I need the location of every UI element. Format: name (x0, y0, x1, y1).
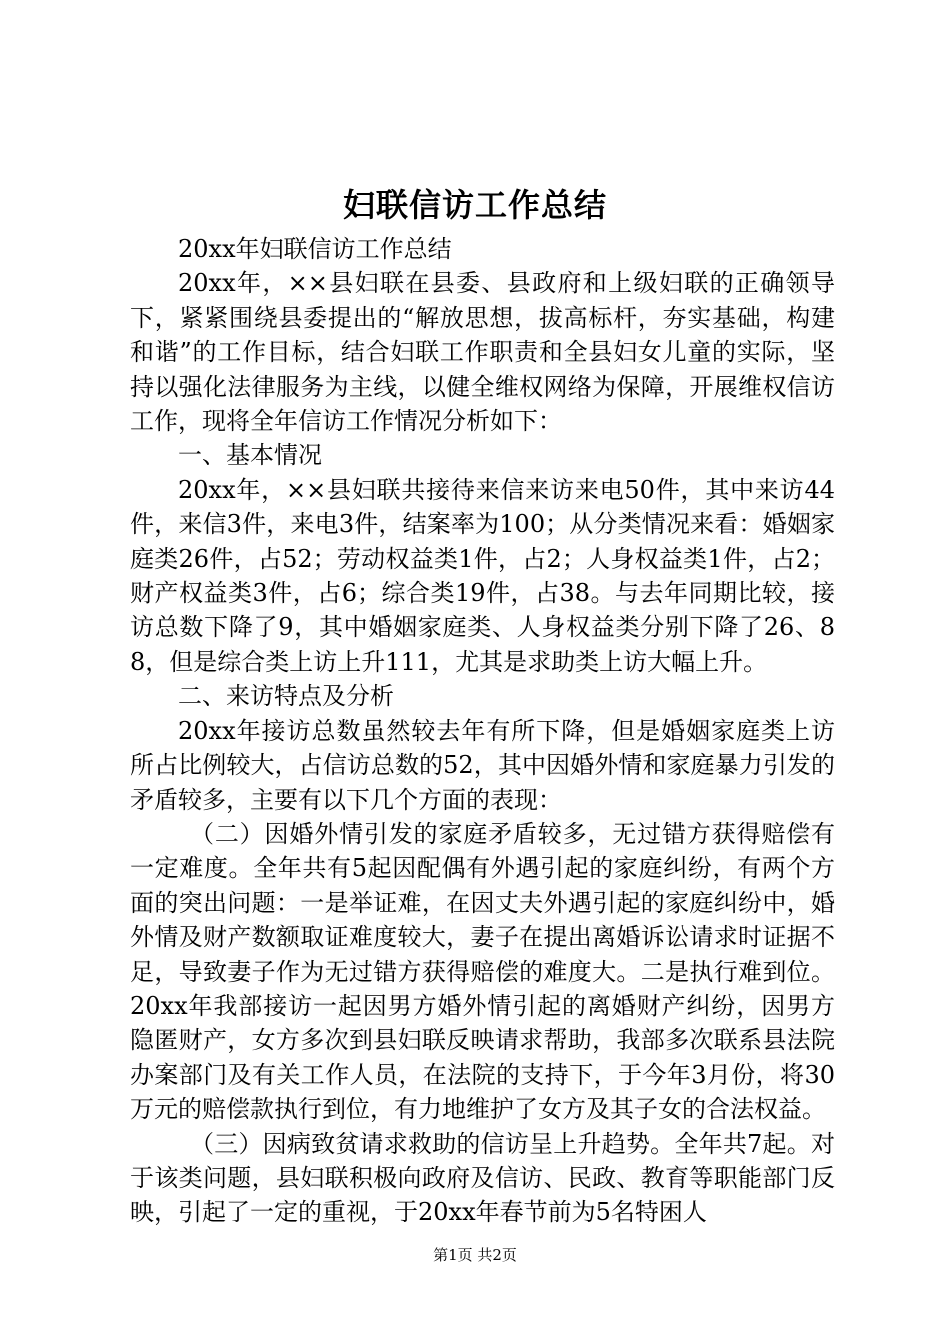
paragraph-subtitle: 20xx年妇联信访工作总结 (178, 235, 452, 263)
paragraph-basic-situation: 20xx年，××县妇联共接待来信来访来电50件，其中来访44件，来信3件，来电3件，结案率为100；从分类情况来看：婚姻家庭类26件，占52；劳动权益类1件，占2；人身权益类1件，占2；财产权益类3件，占6；综合类19件，占38。与去年同期比较，接访总数下降了9，其中婚姻家庭类、人身权益类分别下降了26、88，但是综合类上访上升111，尤其是求助类上访大幅上升。 (130, 475, 835, 676)
page-footer: 第1页 共2页 (433, 1246, 517, 1264)
paragraph-intro: 20xx年，××县妇联在县委、县政府和上级妇联的正确领导下，紧紧围绕县委提出的“解放思想，拔高标杆，夯实基础，构建和谐”的工作目标，结合妇联工作职责和全县妇女儿童的实际，坚持以强化法律服务为主线，以健全维权网络为保障，开展维权信访工作，现将全年信访工作情况分析如下： (130, 269, 835, 436)
paragraph-point-two: （二）因婚外情引发的家庭矛盾较多，无过错方获得赔偿有一定难度。全年共有5起因配偶有外遇引起的家庭纠纷，有两个方面的突出问题：一是举证难，在因丈夫外遇引起的家庭纠纷中，婚外情及财产数额取证难度较大，妻子在提出离婚诉讼请求时证据不足，导致妻子作为无过错方获得赔偿的难度大。二是执行难到位。20xx年我部接访一起因男方婚外情引起的离婚财产纠纷，因男方隐匿财产，女方多次到县妇联反映请求帮助，我部多次联系县法院办案部门及有关工作人员，在法院的支持下，于今年3月份，将30万元的赔偿款执行到位，有力地维护了女方及其子女的合法权益。 (130, 819, 835, 1124)
document-body (130, 232, 835, 1230)
section-heading-analysis: 二、来访特点及分析 (178, 682, 394, 711)
section-heading-basic: 一、基本情况 (178, 441, 322, 470)
paragraph-point-three: （三）因病致贫请求救助的信访呈上升趋势。全年共7起。对于该类问题，县妇联积极向政府及信访、民政、教育等职能部门反映，引起了一定的重视，于20xx年春节前为5名特困人 (130, 1129, 835, 1227)
paragraph-analysis: 20xx年接访总数虽然较去年有所下降，但是婚姻家庭类上访所占比例较大，占信访总数的52，其中因婚外情和家庭暴力引发的矛盾较多，主要有以下几个方面的表现： (130, 716, 835, 814)
document-title: 妇联信访工作总结 (342, 186, 607, 224)
